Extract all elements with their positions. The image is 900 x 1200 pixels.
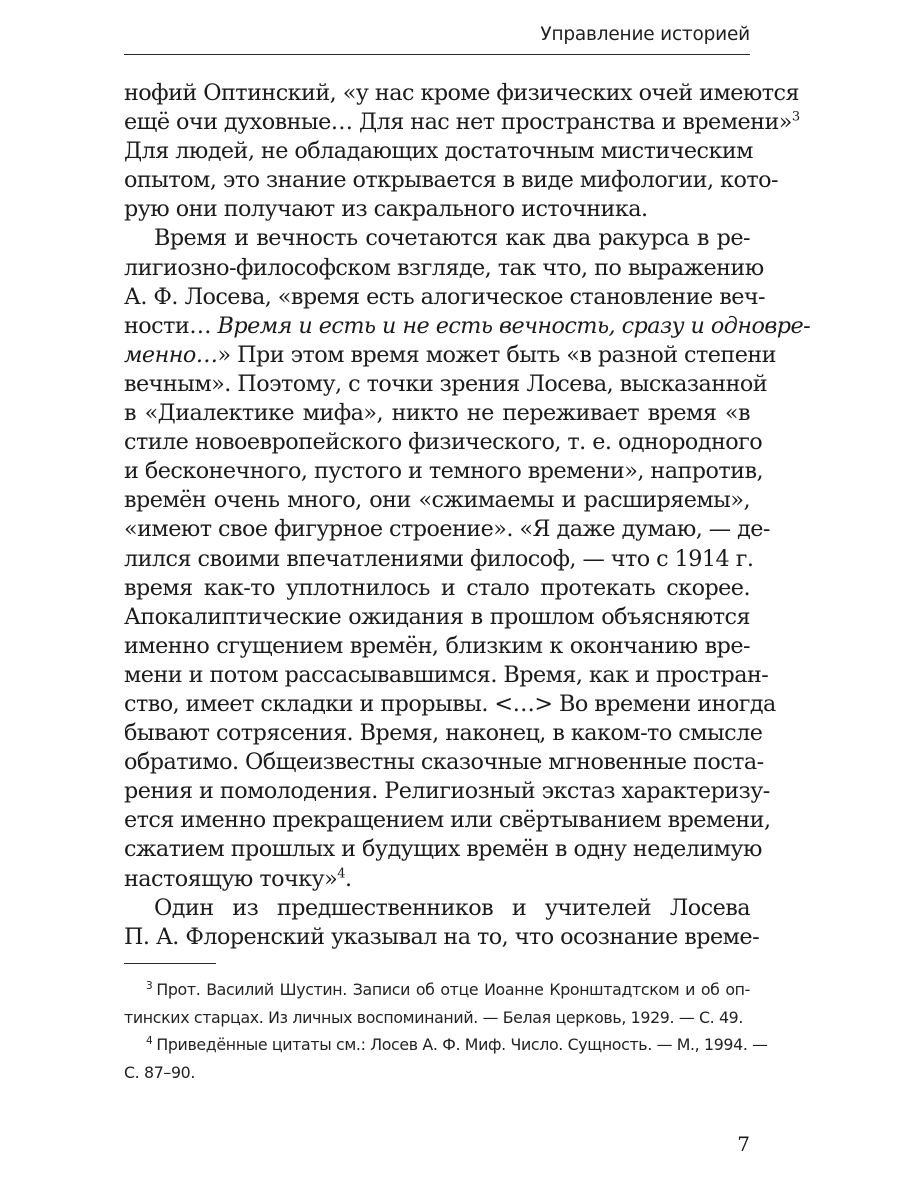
footnote-number: 4 xyxy=(146,1034,153,1047)
text-line: ется именно прекращением или свёртыванием времени, xyxy=(124,807,771,834)
text-line: в «Диалектике мифа», никто не переживает время «в xyxy=(124,400,750,427)
text-line: А. Ф. Лосева, «время есть алогическое становление веч- xyxy=(124,283,766,310)
text-line: Апокалиптические ожидания в прошлом объясняются xyxy=(124,603,750,630)
text-line: Один из предшественников и учителей Лосева xyxy=(154,894,750,921)
text-line: ство, имеет складки и прорывы. <…> Во времени иногда xyxy=(124,690,776,717)
text-line: нофий Оптинский, «у нас кроме физических очей имеются xyxy=(124,80,799,106)
text-line: опытом, это знание открывается в виде мифологии, кото- xyxy=(124,167,778,194)
footnote-line: $^3$ Прот. Василий Шустин. Записи об отце Иоанне Кронштадтском и об оп- xyxy=(146,979,750,999)
text-line: время как-то уплотнилось и стало протекать скорее. xyxy=(124,574,750,601)
paragraph-3 xyxy=(124,894,760,952)
text-line: стиле новоевропейского физического, т. е. однородного xyxy=(124,429,763,456)
footnote-4 xyxy=(124,1031,768,1086)
text-line: рую они получают из сакрального источника. xyxy=(124,196,648,223)
footnote-line: $^4$ Приведённые цитаты см.: Лосев А. Ф. Миф. Число. Сущность. — М., 1994. — xyxy=(146,1034,768,1055)
text-line: ности… Время и есть и не есть вечность, сразу и одновре- xyxy=(124,312,811,339)
body-text xyxy=(124,79,811,952)
text-line: ещё очи духовные… Для нас нет пространства и времени»$^3$ xyxy=(124,109,800,136)
text-line: лился своими впечатлениями философ, — что с 1914 г. xyxy=(124,545,754,572)
running-head xyxy=(124,20,750,55)
paragraph-2 xyxy=(124,224,811,893)
text-line: П. А. Флоренский указывал на то, что осознание време- xyxy=(124,923,760,950)
text-line: вечным». Поэтому, с точки зрения Лосева, высказанной xyxy=(124,370,768,397)
text-line: рения и помолодения. Религиозный экстаз характеризу- xyxy=(124,778,770,805)
text-line: настоящую точку»$^4$. xyxy=(124,865,352,892)
text-line: времён очень много, они «сжимаемы и расширяемы», xyxy=(124,487,750,514)
text-line: бывают сотрясения. Время, наконец, в каком-то смысле xyxy=(124,720,763,747)
footnote-3 xyxy=(124,976,750,1031)
text-line: именно сгущением времён, близким к окончанию вре- xyxy=(124,632,750,659)
text-line: Для людей, не обладающих достаточным мистическим xyxy=(124,138,753,165)
running-head-title: Управление историей xyxy=(540,24,750,45)
paragraph-1 xyxy=(124,79,800,224)
footnotes xyxy=(124,976,768,1086)
footnote-number: 3 xyxy=(146,979,153,992)
page-number: 7 xyxy=(737,1132,750,1156)
footnote-line: тинских старцах. Из личных воспоминаний. — Белая церковь, 1929. — С. 49. xyxy=(124,1007,744,1027)
text-line: мени и потом рассасывавшимся. Время, как и простран- xyxy=(124,661,769,688)
text-line: сжатием прошлых и будущих времён в одну неделимую xyxy=(124,836,762,863)
text-line: менно…» При этом время может быть «в разной степени xyxy=(124,341,776,368)
text-line: лигиозно-философском взгляде, так что, по выражению xyxy=(124,254,764,281)
footnote-ref-3: 3 xyxy=(791,109,800,125)
text-line: обратимо. Общеизвестны сказочные мгновенные поста- xyxy=(124,749,764,776)
footnote-line: С. 87–90. xyxy=(124,1062,196,1082)
footnote-divider xyxy=(124,963,216,964)
footnote-ref-4: 4 xyxy=(337,866,345,882)
italic-quote: менно… xyxy=(124,341,218,368)
italic-quote: Время и есть и не есть вечность, сразу и одновре- xyxy=(217,312,811,339)
text-line: Время и вечность сочетаются как два ракурса в ре- xyxy=(154,225,750,252)
text-line: «имеют свое фигурное строение». «Я даже думаю, — де- xyxy=(124,516,770,543)
paragraph-2-lines xyxy=(124,370,776,865)
text-line: и бесконечного, пустого и темного времени», напротив, xyxy=(124,458,763,485)
